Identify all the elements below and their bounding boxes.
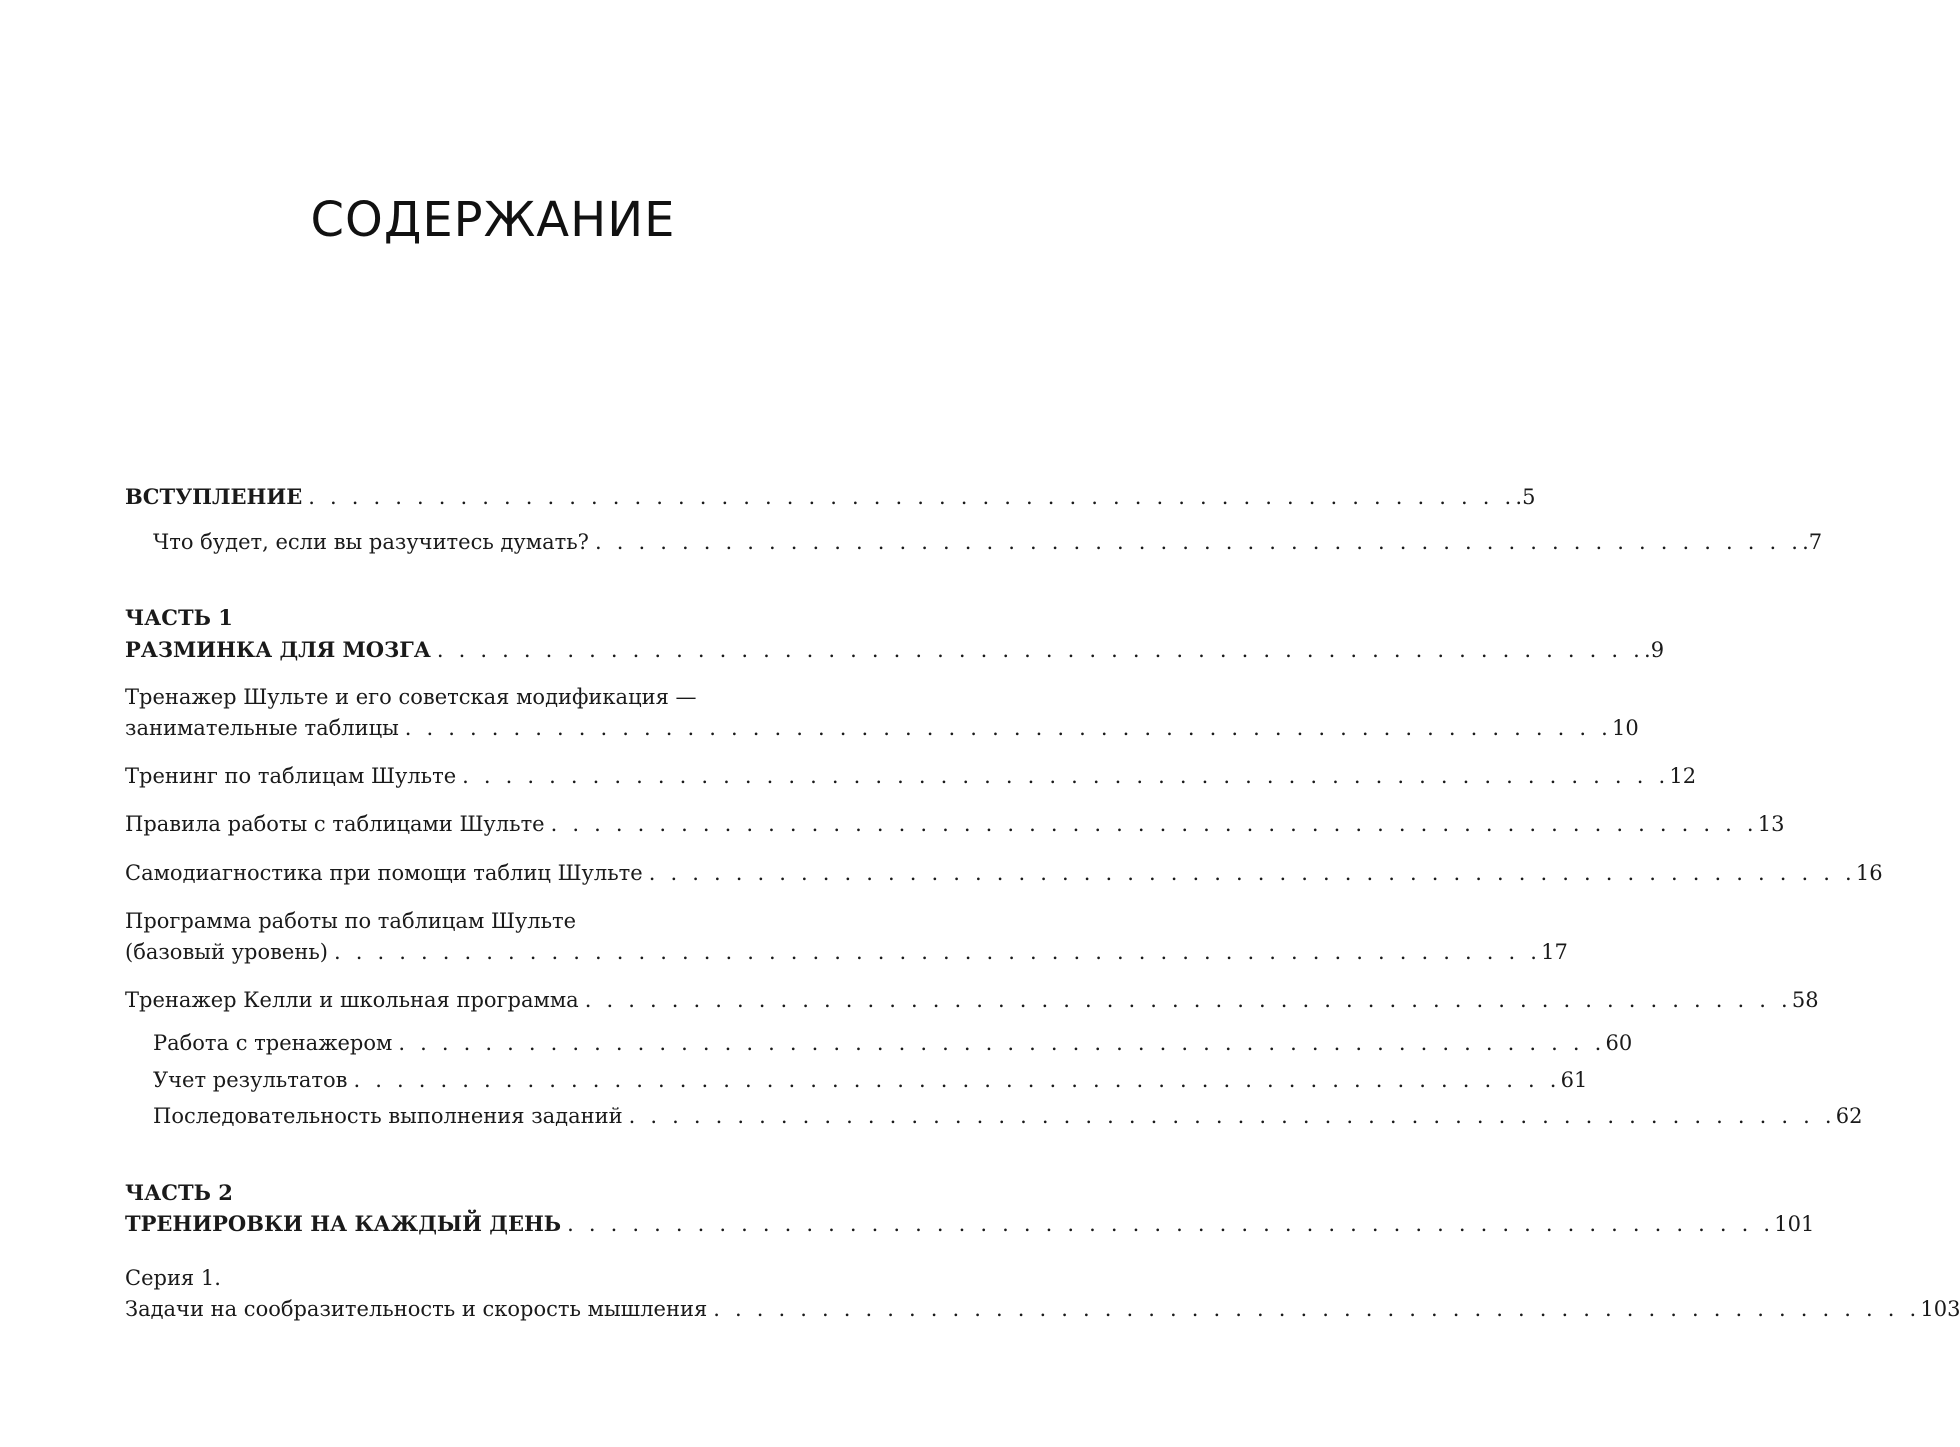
toc-part-1-label bbox=[125, 603, 832, 633]
toc-entry-task-sequence[interactable] bbox=[153, 1101, 1863, 1131]
toc-entry-title: Программа работы по таблицам Шульте bbox=[125, 909, 577, 933]
toc-series-label: Серия 1. bbox=[125, 1266, 221, 1290]
toc-page-number: 58 bbox=[1791, 988, 1819, 1012]
toc-part-2-label bbox=[125, 1178, 832, 1208]
dot-leader: . . . . . . . . . . . . . . . . . . . . . . . . . . . . . . . . . . . . . . . . . . . . . . . . . . . . . . . . bbox=[333, 940, 1542, 964]
toc-entry-part-2[interactable] bbox=[125, 1209, 1815, 1239]
toc-entry-working-with-trainer[interactable] bbox=[153, 1028, 1633, 1058]
toc-page-number: .5 bbox=[1515, 485, 1536, 509]
toc-entry-what-if[interactable] bbox=[153, 527, 1823, 557]
toc-entry-title: Правила работы с таблицами Шульте bbox=[125, 812, 545, 836]
toc-page-number: 16 bbox=[1855, 861, 1883, 885]
toc-entry-program-line1[interactable] bbox=[125, 906, 832, 936]
toc-entry-self-diagnostics[interactable] bbox=[125, 858, 1883, 888]
toc-page-number: 13 bbox=[1757, 812, 1785, 836]
dot-leader: . . . . . . . . . . . . . . . . . . . . . . . . . . . . . . . . . . . . . . . . . . . . . . . . . . . . . . . . bbox=[398, 1031, 1606, 1055]
toc-entry-title: Самодиагностика при помощи таблиц Шульте bbox=[125, 861, 643, 885]
dot-leader: . . . . . . . . . . . . . . . . . . . . . . . . . . . . . . . . . . . . . . . . . . . . . . . . . . . . . . . . bbox=[594, 530, 1803, 554]
toc-entry-title: Задачи на сообразительность и скорость мышления bbox=[125, 1297, 708, 1321]
toc-entry-title: РАЗМИНКА ДЛЯ МОЗГА bbox=[125, 637, 431, 662]
toc-page-number: 10 bbox=[1611, 716, 1639, 740]
toc-page-number: 17 bbox=[1541, 940, 1568, 964]
dot-leader: . . . . . . . . . . . . . . . . . . . . . . . . . . . . . . . . . . . . . . . . . . . . . . . . . . . . . . . . bbox=[550, 812, 1758, 836]
dot-leader: . . . . . . . . . . . . . . . . . . . . . . . . . . . . . . . . . . . . . . . . . . . . . . . . . . . . . . . . bbox=[584, 988, 1792, 1012]
toc-entry-schulte-trainer[interactable] bbox=[125, 713, 1639, 743]
toc-entry-title: Что будет, если вы разучитесь думать? bbox=[153, 530, 589, 554]
toc-entry-title: Тренажер Шульте и его советская модификация — bbox=[125, 685, 697, 709]
toc-entry-title: Последовательность выполнения заданий bbox=[153, 1104, 623, 1128]
toc-page-number: 12 bbox=[1669, 764, 1697, 788]
toc-page-number: 101 bbox=[1774, 1212, 1815, 1236]
toc-entry-title: Работа с тренажером bbox=[153, 1031, 393, 1055]
toc-entry-kelly-trainer[interactable] bbox=[125, 985, 1819, 1015]
toc-page-number: 61 bbox=[1560, 1068, 1588, 1092]
toc-part-label: ЧАСТЬ 2 bbox=[125, 1180, 233, 1205]
dot-leader: . . . . . . . . . . . . . . . . . . . . . . . . . . . . . . . . . . . . . . . . . . . . . . . . . . . . . . . . bbox=[713, 1297, 1921, 1321]
dot-leader: . . . . . . . . . . . . . . . . . . . . . . . . . . . . . . . . . . . . . . . . . . . . . . . . . . . . . . . . bbox=[308, 485, 1516, 509]
toc-entry-results-tracking[interactable] bbox=[153, 1065, 1588, 1095]
toc-entry-title: (базовый уровень) bbox=[125, 940, 328, 964]
toc-entry-introduction[interactable] bbox=[125, 482, 1536, 512]
toc-page-number: 103 bbox=[1920, 1297, 1960, 1321]
dot-leader: . . . . . . . . . . . . . . . . . . . . . . . . . . . . . . . . . . . . . . . . . . . . . . . . . . . . . . . . bbox=[567, 1212, 1775, 1236]
toc-entry-title: Учет результатов bbox=[153, 1068, 348, 1092]
dot-leader: . . . . . . . . . . . . . . . . . . . . . . . . . . . . . . . . . . . . . . . . . . . . . . . . . . . . . . . . bbox=[628, 1104, 1836, 1128]
toc-page-number: .9 bbox=[1644, 638, 1665, 662]
toc-entry-title: ТРЕНИРОВКИ НА КАЖДЫЙ ДЕНЬ bbox=[125, 1211, 562, 1236]
dot-leader: . . . . . . . . . . . . . . . . . . . . . . . . . . . . . . . . . . . . . . . . . . . . . . . . . . . . . . . . bbox=[436, 638, 1645, 662]
toc-entry-title: Тренинг по таблицам Шульте bbox=[125, 764, 457, 788]
dot-leader: . . . . . . . . . . . . . . . . . . . . . . . . . . . . . . . . . . . . . . . . . . . . . . . . . . . . . . . . bbox=[648, 861, 1856, 885]
dot-leader: . . . . . . . . . . . . . . . . . . . . . . . . . . . . . . . . . . . . . . . . . . . . . . . . . . . . . . . . bbox=[462, 764, 1670, 788]
toc-entry-program[interactable] bbox=[125, 937, 1568, 967]
dot-leader: . . . . . . . . . . . . . . . . . . . . . . . . . . . . . . . . . . . . . . . . . . . . . . . . . . . . . . . . bbox=[404, 716, 1612, 740]
toc-entry-title: занимательные таблицы bbox=[125, 716, 399, 740]
toc-entry-title: ВСТУПЛЕНИЕ bbox=[125, 484, 303, 509]
toc-entry-title: Тренажер Келли и школьная программа bbox=[125, 988, 579, 1012]
toc-part-label: ЧАСТЬ 1 bbox=[125, 605, 233, 630]
toc-entry-schulte-training[interactable] bbox=[125, 761, 1697, 791]
toc-series-1-label bbox=[125, 1263, 832, 1293]
toc-page-number: .7 bbox=[1802, 530, 1823, 554]
page-title: СОДЕРЖАНИЕ bbox=[310, 192, 676, 248]
toc-page-number: 60 bbox=[1605, 1031, 1633, 1055]
toc-entry-part-1[interactable] bbox=[125, 635, 1665, 665]
toc-page-number: 62 bbox=[1835, 1104, 1863, 1128]
toc-entry-schulte-trainer-line1[interactable] bbox=[125, 682, 832, 712]
dot-leader: . . . . . . . . . . . . . . . . . . . . . . . . . . . . . . . . . . . . . . . . . . . . . . . . . . . . . . . . bbox=[353, 1068, 1561, 1092]
toc-entry-series-1[interactable] bbox=[125, 1294, 1960, 1324]
toc-entry-schulte-rules[interactable] bbox=[125, 809, 1785, 839]
